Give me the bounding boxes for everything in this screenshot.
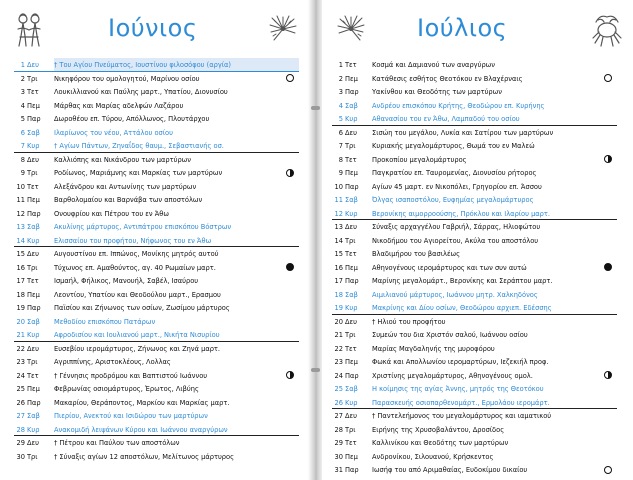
saint-names: Συμεών του δια Χριστόν σαλού, Ιωάννου οσίου	[372, 330, 528, 339]
weekday: Σαβ	[27, 127, 40, 137]
day-row	[332, 139, 617, 153]
day-number: 9	[20, 168, 25, 177]
saint-names: Ανδρέου επισκόπου Κρήτης, Θεοδώρου επ. Κυρήνης	[372, 100, 545, 110]
weekday: Παρ	[345, 181, 359, 191]
saint-names: † Αγίων Πάντων, Ζηναΐδος θαυμ., Σεβαστιανής οσ.	[54, 141, 224, 150]
weekday: Πεμ	[345, 168, 358, 177]
day-row	[332, 274, 617, 288]
day-number: 18	[16, 289, 25, 299]
day-number: 31	[334, 465, 343, 474]
page-title: Ιούνιος	[108, 14, 198, 42]
day-row	[14, 369, 299, 383]
weekday: Τρι	[27, 73, 38, 83]
day-number: 14	[334, 235, 343, 245]
weekday: Τετ	[345, 154, 357, 164]
day-row	[14, 315, 299, 329]
saint-names: Προκοπίου μεγαλομάρτυρος	[372, 154, 467, 164]
saint-names: Όλγας ισαποστόλου, Ευφημίας μεγαλομάρτυρος	[372, 195, 534, 204]
day-number: 26	[334, 397, 343, 407]
day-row	[14, 193, 299, 207]
weekday: Τρι	[345, 141, 356, 150]
day-number: 22	[16, 343, 25, 353]
saint-names: Φωκά και Απολλωνίου ιερομαρτύρων, Ιεζεκιήλ προφ.	[372, 357, 549, 366]
weekday: Σαβ	[27, 316, 40, 326]
day-row	[14, 274, 299, 288]
day-number: 10	[334, 181, 343, 191]
june-day-list	[14, 58, 299, 463]
day-row	[332, 463, 617, 477]
weekday: Κυρ	[345, 114, 358, 123]
weekday: Πεμ	[27, 100, 40, 110]
day-number: 11	[334, 195, 343, 204]
staple	[311, 106, 320, 110]
weekday: Δευ	[27, 343, 39, 353]
weekday: Κυρ	[27, 424, 40, 434]
day-number: 30	[334, 451, 343, 461]
day-number: 28	[334, 424, 343, 434]
weekday: Παρ	[27, 114, 41, 123]
saint-names: Καλλινίκου και Θεοδότης των μαρτύρων	[372, 438, 509, 447]
weekday: Τετ	[27, 87, 39, 96]
day-number: 13	[16, 222, 25, 231]
day-number: 19	[334, 303, 343, 312]
saint-names: Παγκρατίου επ. Ταυρομενίας, Διονυσίου ρήτορος	[372, 168, 537, 177]
saint-names: Δωροθέου επ. Τύρου, Απόλλωνος, Πλουτάρχου	[54, 114, 210, 123]
weekday: Πεμ	[345, 262, 358, 272]
day-number: 17	[16, 276, 25, 285]
day-row	[332, 436, 617, 450]
saint-names: Αθηνογένους ιερομάρτυρος και των συν αυτώ	[372, 262, 527, 272]
day-row	[14, 261, 299, 275]
quarter-moon-icon	[604, 155, 612, 163]
day-number: 15	[334, 249, 343, 258]
weekday: Πεμ	[345, 73, 358, 83]
day-row	[332, 315, 617, 329]
weekday: Πεμ	[345, 451, 358, 461]
day-number: 26	[16, 397, 25, 407]
day-number: 9	[338, 168, 343, 177]
day-number: 15	[16, 249, 25, 258]
weekday: Τρι	[345, 235, 356, 245]
weekday: Τρι	[345, 424, 356, 434]
weekday: Τρι	[27, 168, 38, 177]
day-number: 6	[338, 127, 343, 137]
day-row	[14, 450, 299, 464]
day-row	[332, 234, 617, 248]
twins-zodiac-icon	[12, 10, 46, 50]
weekday: Δευ	[27, 438, 39, 447]
saint-names: Αγριππίνης, Αριστοκλέους, Λολλας	[54, 357, 171, 366]
day-row	[14, 207, 299, 221]
saint-names: † Παντελεήμονος του μεγαλομάρτυρος και ιαματικού	[372, 411, 552, 420]
weekday: Σαβ	[345, 384, 358, 393]
staple	[311, 368, 320, 372]
day-number: 20	[334, 316, 343, 326]
saint-names: Ακυλίνης μάρτυρος, Αντιπάτρου επισκόπου Βόστρων	[54, 222, 232, 231]
weekday: Σαβ	[27, 411, 40, 420]
saint-names: Βερονίκης αιμορροούσης, Πρόκλου και Ιλαρίου μαρτ.	[372, 208, 551, 218]
day-number: 25	[16, 384, 25, 393]
day-row	[332, 288, 617, 302]
page-july	[322, 0, 633, 480]
saint-names: Ισμαήλ, Φήλικος, Μανουήλ, Σαβέλ, Ισαύρου	[54, 276, 199, 285]
weekday: Τετ	[345, 438, 357, 447]
saint-names: † Πέτρου και Παύλου των αποστόλων	[54, 438, 180, 447]
day-number: 4	[20, 100, 25, 110]
saint-names: Σύναξις αρχαγγέλου Γαβριήλ, Σάρρας, Ηλιοφώτου	[372, 222, 541, 231]
day-number: 23	[16, 357, 25, 366]
saint-names: Νικοδήμου του Αγιορείτου, Ακύλα του αποστόλου	[372, 235, 539, 245]
weekday: Τρι	[345, 330, 356, 339]
new-moon-icon	[286, 263, 294, 271]
day-row	[332, 220, 617, 234]
quarter-moon-icon	[604, 371, 612, 379]
day-number: 16	[334, 262, 343, 272]
day-number: 11	[16, 195, 25, 204]
day-row	[332, 112, 617, 126]
saint-names: Καλλιόπης και Νικάνδρου των μαρτύρων	[54, 154, 191, 164]
day-row	[14, 396, 299, 410]
day-number: 21	[16, 330, 25, 339]
saint-names: Λεοντίου, Υπατίου και Θεοδούλου μαρτ., Ερασμου	[54, 289, 221, 299]
saint-names: Πιερίου, Ανεκτού και Ισιδώρου των μαρτύρων	[54, 411, 208, 420]
saint-names: Αυγουστίνου επ. Ιππώνος, Μονίκης μητρός αυτού	[54, 249, 219, 258]
full-moon-icon	[286, 74, 294, 82]
day-number: 18	[334, 289, 343, 299]
saint-names: Βαρθολομαίου και Βαρνάβα των αποστόλων	[54, 195, 203, 204]
saint-names: Ανδρονίκου, Σιλουανού, Κρήσκεντος	[372, 451, 494, 461]
saint-names: Τύχωνος επ. Αμαθούντος, αγ. 40 Ρωμαίων μαρτ.	[54, 262, 216, 272]
weekday: Δευ	[27, 154, 39, 164]
weekday: Τετ	[345, 249, 357, 258]
saint-names: Φεβρωνίας οσιομάρτυρος, Έρωτος, Λιβύης	[54, 384, 199, 393]
day-row	[14, 166, 299, 180]
saint-names: Αφροδισίου και Ιουλιανού μαρτ., Νικήτα Νισυρίου	[54, 330, 220, 339]
day-row	[332, 166, 617, 180]
new-moon-icon	[604, 263, 612, 271]
weekday: Τετ	[345, 343, 357, 353]
day-row	[14, 382, 299, 396]
day-row	[332, 409, 617, 423]
day-number: 17	[334, 276, 343, 285]
day-number: 22	[334, 343, 343, 353]
saint-names: Μακαρίου, Θεράποντος, Μαρκίου και Μαρκίας μαρτ.	[54, 397, 230, 407]
day-row	[332, 382, 617, 396]
weekday: Δευ	[345, 411, 357, 420]
saint-names: Αιμιλιανού μάρτυρος, Ιωάννου μητρ. Χαλκηδόνος	[372, 289, 538, 299]
weekday: Τετ	[345, 60, 357, 69]
day-row	[14, 355, 299, 369]
weekday: Τρι	[27, 451, 38, 461]
day-number: 30	[16, 451, 25, 461]
day-row	[14, 58, 299, 72]
day-row	[332, 396, 617, 410]
day-row	[332, 328, 617, 342]
weekday: Σαβ	[345, 100, 358, 110]
saint-names: Μάρθας και Μαρίας αδελφών Λαζάρου	[54, 100, 184, 110]
day-row	[14, 85, 299, 99]
day-number: 21	[334, 330, 343, 339]
quarter-moon-icon	[286, 169, 294, 177]
day-number: 8	[20, 154, 25, 164]
day-row	[14, 153, 299, 167]
saint-names: Παρασκευής οσιοπαρθενομάρτ., Ερμολάου ιερομάρτ.	[372, 397, 550, 407]
full-moon-icon	[604, 466, 612, 474]
day-row	[332, 207, 617, 221]
sun-rays-icon	[336, 14, 366, 44]
day-number: 3	[338, 87, 343, 96]
weekday: Κυρ	[345, 208, 358, 218]
full-moon-icon	[604, 74, 612, 82]
saint-names: Μαρίας Μαγδαληνής της μυροφόρου	[372, 343, 495, 353]
saint-names: Μεθοδίου επισκόπου Πατάρων	[54, 316, 156, 326]
day-row	[14, 247, 299, 261]
saint-names: Ονουφρίου και Πέτρου του εν Άθω	[54, 208, 169, 218]
sun-rays-icon	[268, 14, 298, 44]
day-row	[332, 72, 617, 86]
weekday: Κυρ	[345, 303, 358, 312]
day-row	[332, 247, 617, 261]
day-row	[332, 450, 617, 464]
saint-names: Υακίνθου και Θεοδότης των μαρτύρων	[372, 87, 502, 96]
weekday: Δευ	[345, 127, 357, 137]
day-number: 29	[334, 438, 343, 447]
weekday: Κυρ	[345, 397, 358, 407]
saint-names: † Γέννησις προδρόμου και Βαπτιστού Ιωάννου	[54, 370, 208, 380]
weekday: Σαβ	[345, 289, 358, 299]
day-number: 19	[16, 303, 25, 312]
saint-names: Χριστίνης μεγαλομάρτυρος, Αθηνογένους ομολ.	[372, 370, 533, 380]
saint-names: † Του Αγίου Πνεύματος, Ιουστίνου φιλοσόφου (αργία)	[54, 58, 299, 72]
saint-names: † Σύναξις αγίων 12 αποστόλων, Μελίτωνος μάρτυρος	[54, 451, 235, 461]
saint-names: Ευσεβίου ιερομάρτυρος, Ζήνωνος και Ζηνά μαρτ.	[54, 343, 221, 353]
day-row	[14, 234, 299, 248]
day-row	[332, 301, 617, 315]
day-number: 12	[16, 208, 25, 218]
day-row	[332, 193, 617, 207]
saint-names: Κοσμά και Δαμιανού των αναργύρων	[372, 60, 495, 69]
day-row	[332, 58, 617, 72]
weekday: Δευ	[27, 60, 39, 69]
day-row	[332, 99, 617, 113]
day-number: 28	[16, 424, 25, 434]
saint-names: Ιωσήφ του από Αριμαθαίας, Ευδοκίμου δικαίου	[372, 465, 528, 474]
weekday: Πεμ	[27, 384, 40, 393]
day-number: 29	[16, 438, 25, 447]
saint-names: Η κοίμησις της αγίας Άννης, μητρός της Θεοτόκου	[372, 384, 544, 393]
saint-names: Ιλαρίωνος του νέου, Αττάλου οσίου	[54, 127, 173, 137]
saint-names: Αθανασίου του εν Άθω, Λαμπαδού του οσίου	[372, 114, 520, 123]
weekday: Τετ	[27, 276, 39, 285]
weekday: Κυρ	[27, 235, 40, 245]
saint-names: Κατάθεσις εσθήτος Θεοτόκου εν Βλαχέρναις	[372, 73, 523, 83]
saint-names: Βλαδιμήρου του βασιλέως	[372, 249, 461, 258]
saint-names: Μακρίνης και Δίου οσίων, Θεοδώρου αρχιεπ. Εδέσσης	[372, 303, 552, 312]
day-row	[14, 180, 299, 194]
weekday: Δευ	[345, 316, 357, 326]
saint-names: Ελισσαίου του προφήτου, Νήφωνος του εν Άθω	[54, 235, 212, 245]
saint-names: † Ηλιού του προφήτου	[372, 316, 446, 326]
day-row	[332, 126, 617, 140]
weekday: Παρ	[345, 370, 359, 380]
weekday: Σαβ	[345, 195, 358, 204]
day-number: 25	[334, 384, 343, 393]
weekday: Δευ	[345, 222, 357, 231]
weekday: Παρ	[345, 276, 359, 285]
day-row	[332, 180, 617, 194]
day-number: 8	[338, 154, 343, 164]
weekday: Τετ	[27, 370, 39, 380]
day-row	[332, 369, 617, 383]
weekday: Τρι	[27, 357, 38, 366]
day-row	[14, 423, 299, 437]
saint-names: Ροδίωνος, Μαριάμνης και Μαρκίας των μαρτύρων	[54, 168, 223, 177]
day-number: 2	[338, 73, 343, 83]
day-number: 1	[338, 60, 343, 69]
quarter-moon-icon	[286, 371, 294, 379]
saint-names: Σισώη του μεγάλου, Λυκία και Σατίρου των μαρτύρων	[372, 127, 554, 137]
day-row	[332, 355, 617, 369]
saint-names: Αγίων 45 μαρτ. εν Νικοπόλει, Γρηγορίου επ. Άσσου	[372, 181, 542, 191]
day-number: 13	[334, 222, 343, 231]
weekday: Τρι	[27, 262, 38, 272]
weekday: Τετ	[27, 181, 39, 191]
day-number: 1	[20, 60, 25, 69]
day-number: 16	[16, 262, 25, 272]
saint-names: Νικηφόρου του ομολογητού, Μαρίνου οσίου	[54, 73, 200, 83]
page-june	[0, 0, 310, 480]
saint-names: Μαρίνης μεγαλομάρτ., Βερονίκης και Σεράπτου μαρτ.	[372, 276, 553, 285]
day-row	[14, 220, 299, 234]
day-number: 5	[20, 114, 25, 123]
weekday: Παρ	[27, 397, 41, 407]
day-row	[332, 85, 617, 99]
day-number: 12	[334, 208, 343, 218]
saint-names: Παϊσίου και Ζήνωνος των οσίων, Ζωσίμου μάρτυρος	[54, 303, 230, 312]
day-number: 27	[334, 411, 343, 420]
day-row	[332, 423, 617, 437]
day-number: 27	[16, 411, 25, 420]
weekday: Παρ	[27, 208, 41, 218]
weekday: Κυρ	[27, 141, 40, 150]
weekday: Δευ	[27, 249, 39, 258]
saint-names: Κυριακής μεγαλομάρτυρος, Θωμά του εν Μαλεώ	[372, 141, 535, 150]
day-number: 23	[334, 357, 343, 366]
day-row	[14, 328, 299, 342]
day-number: 7	[338, 141, 343, 150]
day-number: 2	[20, 73, 25, 83]
day-row	[14, 139, 299, 153]
day-row	[14, 288, 299, 302]
crab-zodiac-icon	[590, 10, 624, 50]
day-row	[14, 436, 299, 450]
weekday: Κυρ	[27, 330, 40, 339]
weekday: Πεμ	[27, 195, 40, 204]
july-day-list	[332, 58, 617, 477]
saint-names: Ανακομιδή λειψάνων Κύρου και Ιωάννου αναργύρων	[54, 424, 228, 434]
day-number: 24	[16, 370, 25, 380]
weekday: Σαβ	[27, 222, 40, 231]
day-number: 24	[334, 370, 343, 380]
weekday: Πεμ	[27, 289, 40, 299]
day-number: 7	[20, 141, 25, 150]
weekday: Παρ	[27, 303, 41, 312]
day-row	[14, 409, 299, 423]
saint-names: Ειρήνης της Χρυσοβαλάντου, Δροσίδος	[372, 424, 505, 434]
day-row	[14, 99, 299, 113]
day-row	[14, 112, 299, 126]
day-row	[14, 342, 299, 356]
day-number: 10	[16, 181, 25, 191]
day-row	[332, 342, 617, 356]
day-number: 20	[16, 316, 25, 326]
day-number: 3	[20, 87, 25, 96]
saint-names: Λουκιλλιανού και Παύλης μαρτ., Υπατίου, Διονυσίου	[54, 87, 228, 96]
page-title: Ιούλιος	[417, 14, 508, 42]
day-number: 6	[20, 127, 25, 137]
weekday: Πεμ	[345, 357, 358, 366]
day-row	[14, 126, 299, 140]
day-row	[332, 153, 617, 167]
day-number: 4	[338, 100, 343, 110]
day-number: 14	[16, 235, 25, 245]
day-row	[14, 72, 299, 86]
day-number: 5	[338, 114, 343, 123]
saint-names: Αλεξάνδρου και Αντωνίνης των μαρτύρων	[54, 181, 197, 191]
weekday: Παρ	[345, 465, 359, 474]
day-row	[14, 301, 299, 315]
weekday: Παρ	[345, 87, 359, 96]
day-row	[332, 261, 617, 275]
